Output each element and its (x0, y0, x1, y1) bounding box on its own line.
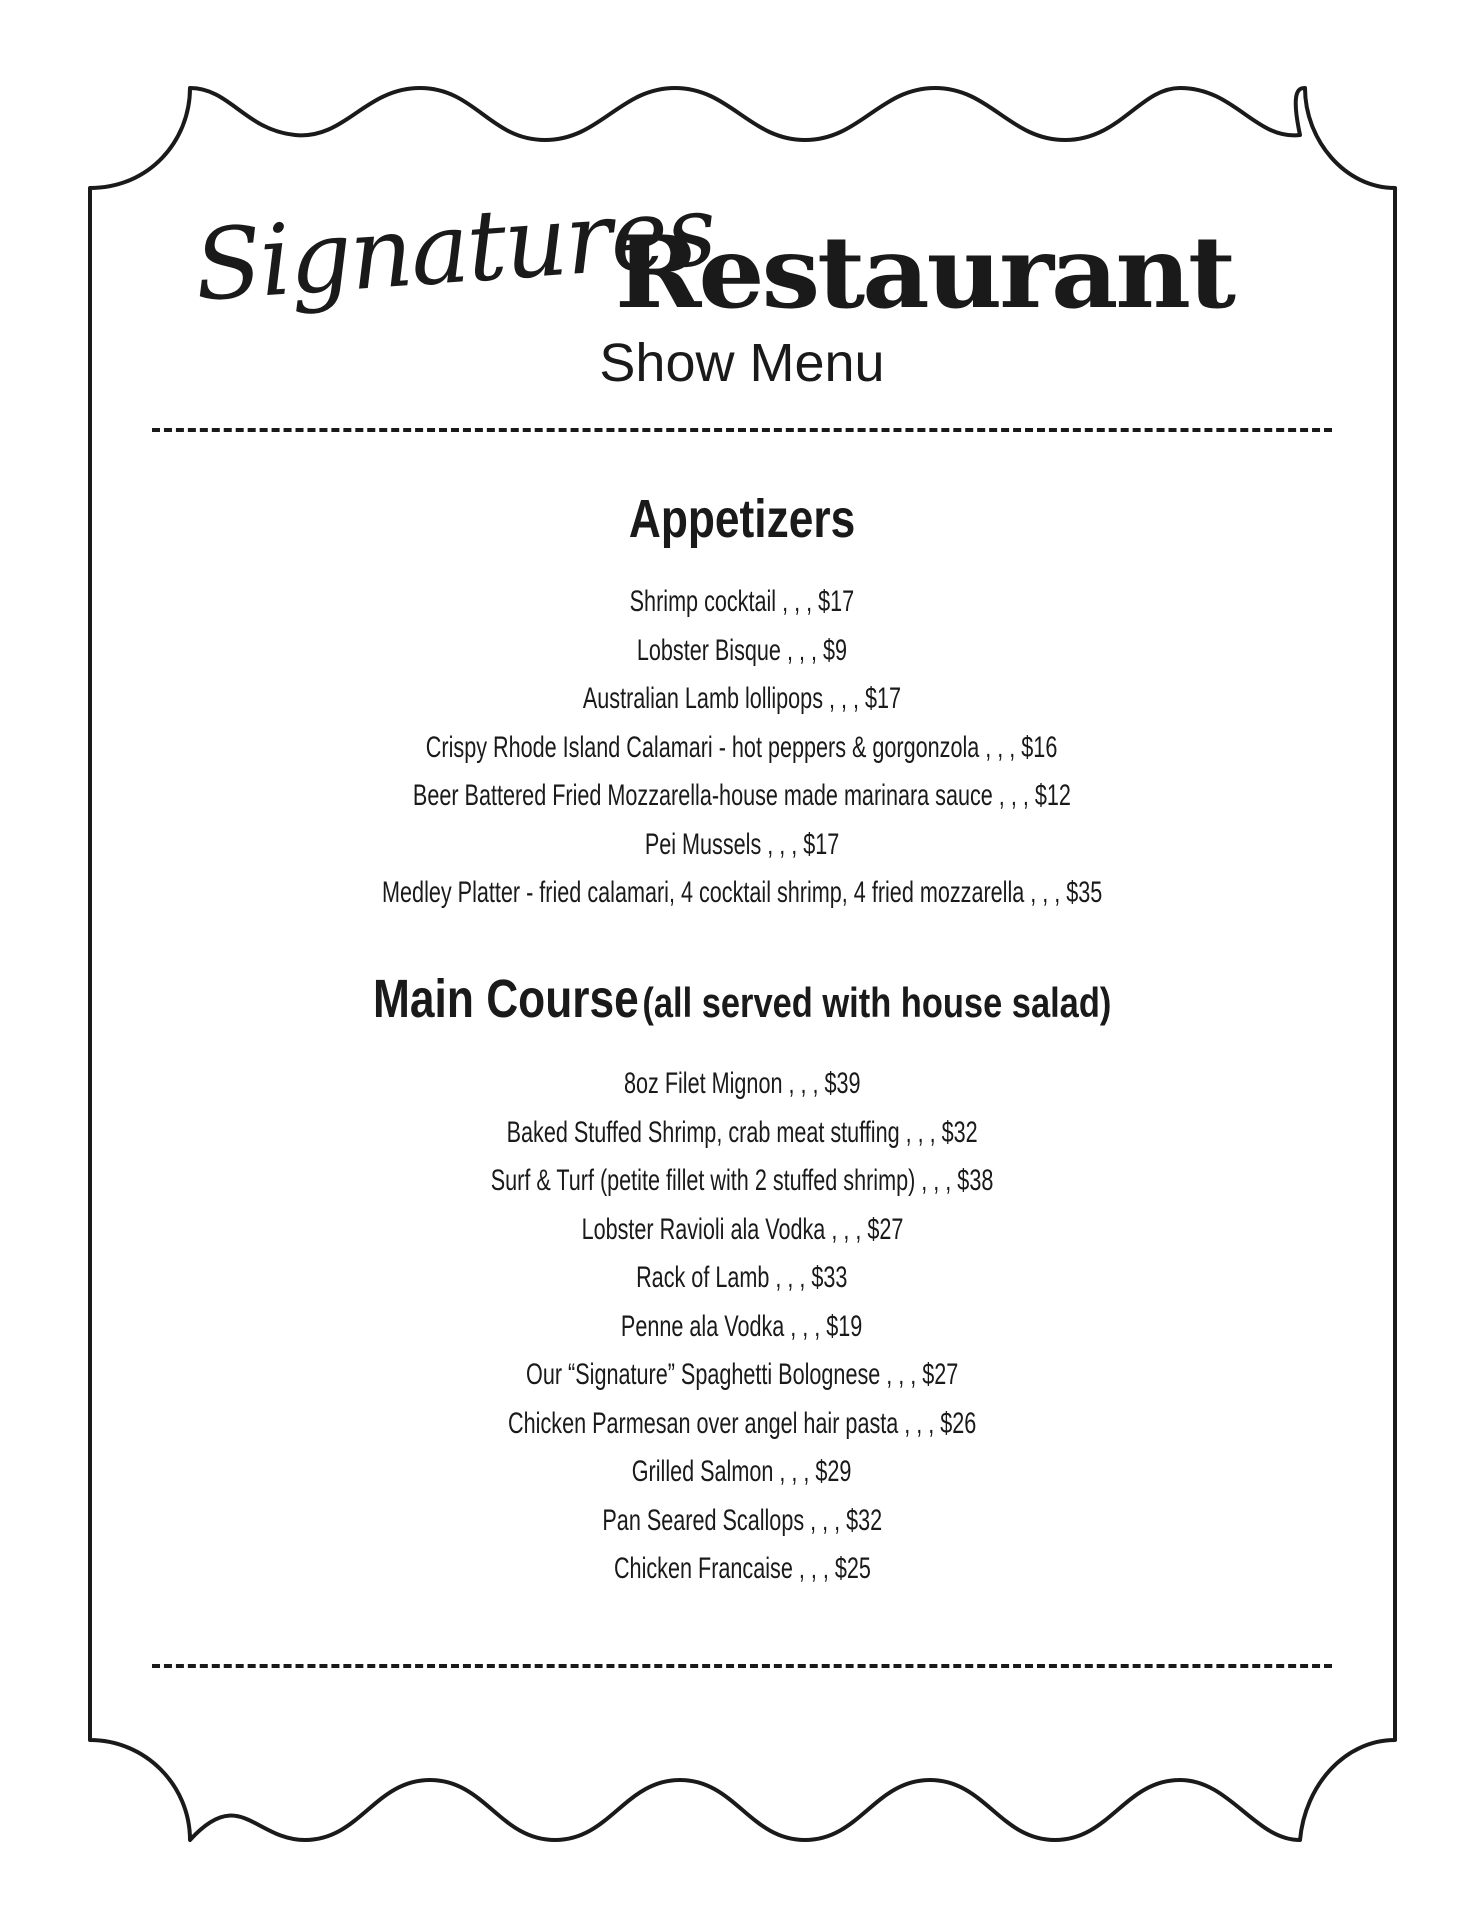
list-item: Chicken Parmesan over angel hair pasta , , , $26 (507, 1406, 977, 1440)
list-item: Our “Signature” Spaghetti Bolognese , , , $27 (525, 1358, 959, 1391)
list-item: Australian Lamb lollipops , , , $17 (582, 682, 902, 715)
menu-subtitle-text: Show Menu (599, 333, 885, 393)
main-course-list (0, 1060, 1484, 1594)
list-item: Pei Mussels , , , $17 (644, 827, 840, 861)
main-course-heading-text: Main Course (372, 969, 639, 1029)
list-item: Shrimp cocktail , , , $17 (629, 585, 855, 618)
list-item: Chicken Francaise , , , $25 (613, 1552, 871, 1585)
list-item: Lobster Ravioli ala Vodka , , , $27 (581, 1212, 903, 1246)
brand-script-title: Signatures (191, 173, 719, 324)
list-item: Beer Battered Fried Mozzarella-house made marinara sauce , , , $12 (413, 779, 1071, 812)
list-item: Grilled Salmon , , , $29 (632, 1455, 852, 1488)
brand-bold-title: Restaurant (615, 214, 1234, 331)
appetizers-list (0, 578, 1484, 918)
list-item: Lobster Bisque , , , $9 (636, 633, 848, 667)
top-divider (152, 428, 1332, 432)
list-item: Pan Seared Scallops , , , $32 (602, 1503, 882, 1537)
menu-subtitle (0, 332, 1484, 394)
list-item: Medley Platter - fried calamari, 4 cocktail shrimp, 4 fried mozzarella , , , $35 (381, 876, 1103, 909)
list-item: Baked Stuffed Shrimp, crab meat stuffing , , , $32 (506, 1115, 978, 1149)
appetizers-heading (0, 488, 1484, 550)
bottom-divider (152, 1664, 1332, 1668)
appetizers-heading-text: Appetizers (628, 489, 856, 549)
list-item: Rack of Lamb , , , $33 (636, 1261, 848, 1294)
list-item: Crispy Rhode Island Calamari - hot peppers & gorgonzola , , , $16 (426, 730, 1058, 764)
list-item: Surf & Turf (petite fillet with 2 stuffed shrimp) , , , $38 (490, 1164, 994, 1197)
list-item: 8oz Filet Mignon , , , $39 (623, 1067, 861, 1100)
main-course-heading (0, 968, 1484, 1030)
list-item: Penne ala Vodka , , , $19 (621, 1309, 863, 1343)
main-course-heading-note: (all served with house salad) (642, 979, 1112, 1026)
